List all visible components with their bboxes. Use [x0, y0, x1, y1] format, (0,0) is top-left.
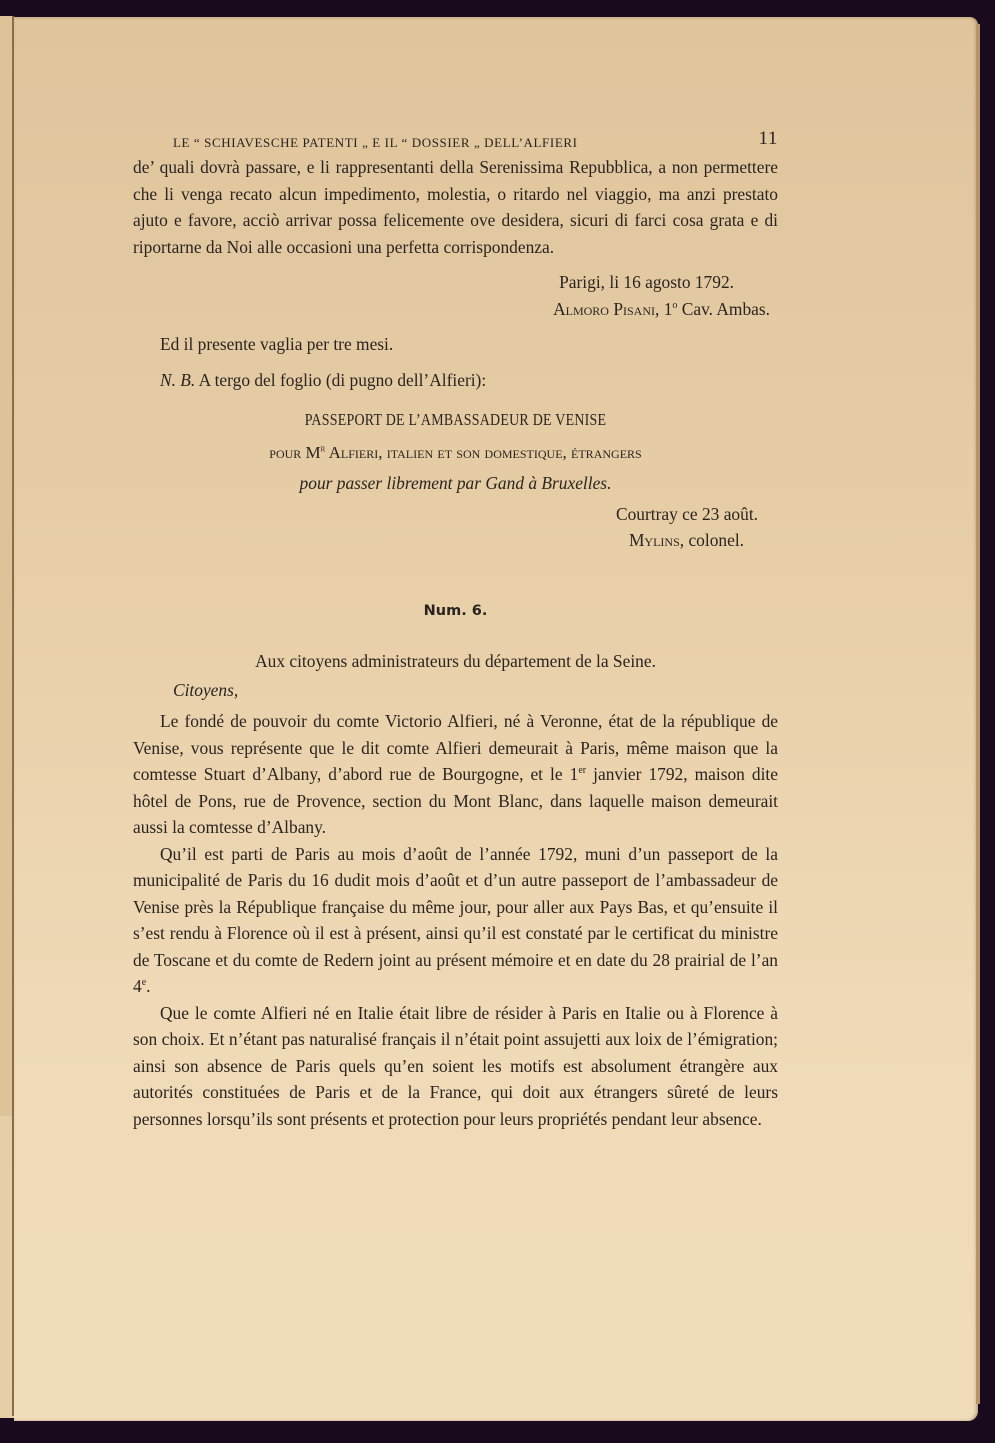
salutation: Citoyens,	[173, 679, 239, 700]
passport-subtitle	[133, 440, 778, 467]
place-date: Parigi, li 16 agosto 1792.	[559, 272, 734, 292]
signer-title: Cav. Ambas.	[677, 298, 770, 319]
paragraph-1-text-b: janvier 1792, maison dite hôtel de Pons, rue de Provence, section du Mont Blanc, dans laquelle maison demeurait aussi la comtesse d’Albany.	[133, 764, 778, 837]
page-stack-edge	[976, 24, 980, 1404]
passport-title: PASSEPORT DE L’AMBASSADEUR DE VENISE	[304, 410, 607, 429]
passport-signer-name: Mylins	[628, 530, 680, 550]
passport-place-date: Courtray ce 23 août.	[616, 503, 758, 524]
signer-name: Almoro Pisani	[553, 298, 655, 319]
section-heading: Num. 6.	[423, 602, 488, 619]
continuation-paragraph: de’ quali dovrà passare, e li rappresentanti della Serenissima Repubblica, a non permettere che li venga recato alcun impedimento, molestia, o ritardo nel viaggio, ma anzi prestato ajuto e favore, acciò arrivar possa felicemente ove desidera, sicuri di farci cosa grata e di riportarne da Noi alle occasioni una perfetta corrispondenza.	[133, 157, 778, 257]
passport-purpose: pour passer librement par Gand à Bruxelles.	[299, 473, 612, 493]
passport-signer-title: , colonel.	[679, 530, 744, 550]
signer-title-sup: o	[672, 299, 678, 311]
running-head-title: LE “ SCHIAVESCHE PATENTI „ E IL “ DOSSIER „ DELL’ALFIERI	[173, 135, 578, 150]
signer-title-prefix: 1	[663, 298, 673, 319]
passport-subtitle-pre: pour M	[269, 442, 321, 462]
passport-signature	[133, 527, 778, 554]
paragraph-2-text-a: Qu’il est parti de Paris au mois d’août de l’année 1792, muni d’un passeport de la municipalité de Paris du 16 dudit mois d’août et d’un autre passeport de l’ambassadeur de Venise près la République française du même jour, pour aller aux Pays Bas, et qu’ensuite il s’est rendu à Florence où il est à présent, ainsi qu’il est constaté par le certificat du ministre de Toscane et du comte de Redern joint au présent mémoire et en date du 28 prairial de l’an 4	[133, 843, 778, 996]
paragraph-1-text-a: Le fondé de pouvoir du comte Victorio Alfieri, né à Veronne, état de la république de Venise, vous représente que le dit comte Alfieri demeurait à Paris, même maison que la comtesse Stuart d’Albany, d’abord rue de Bourgogne, et le 1	[133, 711, 778, 784]
paragraph-3: Que le comte Alfieri né en Italie était libre de résider à Paris en Italie ou à Florence à son choix. Et n’étant pas naturalisé français il n’était point assujetti aux loix de l’émigration; ainsi son absence de Paris quels qu’en soient les motifs est absolument étrangère aux autorités constituées de Paris et de la France, qui doit aux étrangers sûreté de leurs personnes lorsqu’ils sont présents et protection pour leurs propriétés pendant leur absence.	[133, 1002, 778, 1129]
nb-note	[133, 367, 778, 394]
paragraph-2	[133, 841, 778, 1000]
paragraph-2-sup: e	[141, 977, 147, 989]
address-line: Aux citoyens administrateurs du département de la Seine.	[255, 651, 656, 671]
paragraph-1-sup: er	[578, 765, 587, 777]
paragraph-1	[133, 708, 778, 841]
nb-label: N. B.	[160, 369, 196, 390]
validity-note: Ed il presente vaglia per tre mesi.	[160, 334, 394, 354]
page-content	[133, 128, 778, 1132]
book-gutter	[12, 16, 14, 1416]
passport-subtitle-sup: r	[320, 442, 326, 454]
passport-subtitle-post: Alfieri, italien et son domestique, étrangers	[325, 442, 642, 462]
nb-text: A tergo del foglio (di pugno dell’Alfieri):	[195, 369, 487, 390]
signature: Almoro Pisani, 1$^o$ Cav. Ambas.	[553, 298, 770, 319]
paragraph-2-text-b: .	[146, 976, 151, 996]
running-head	[133, 128, 778, 154]
page-number: 11	[758, 128, 778, 149]
